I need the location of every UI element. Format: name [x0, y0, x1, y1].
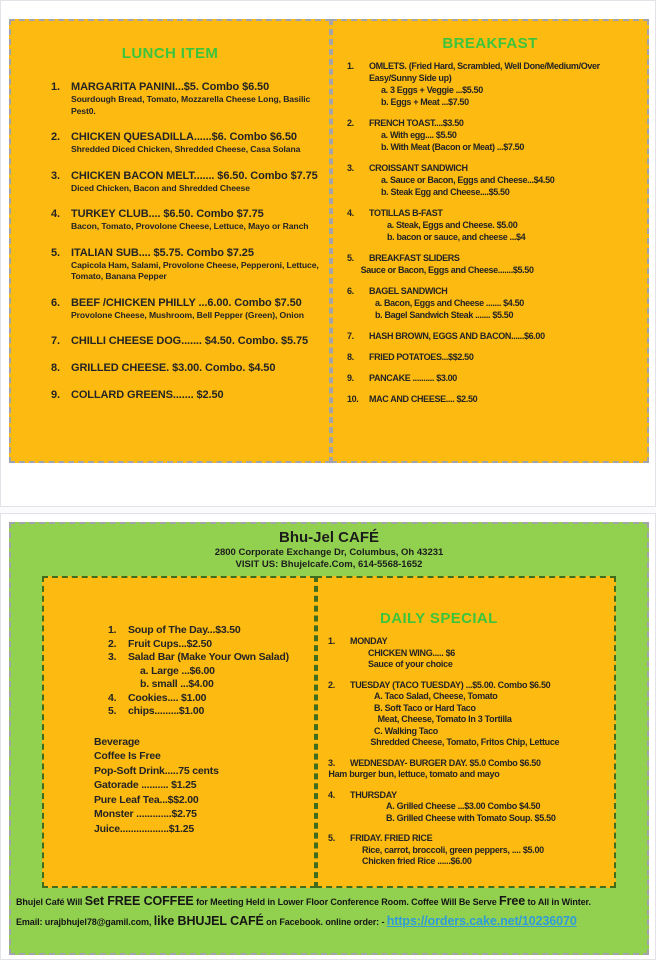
item-detail-line: Bacon, Tomato, Provolone Cheese, Lettuce, Mayo or Ranch [71, 221, 309, 231]
breakfast-title: BREAKFAST [442, 35, 538, 52]
item-name: FRIED POTATOES...$$2.50 [369, 352, 474, 362]
item-name: MONDAY [350, 636, 388, 646]
cafe-name: Bhu-Jel CAFÉ [278, 529, 379, 546]
daily-special-title: DAILY SPECIAL [380, 610, 498, 627]
menu-item [347, 207, 642, 243]
item-name: CHICKEN QUESADILLA......$6. Combo $6.50 [71, 131, 297, 143]
item-detail-line: b. Eggs + Meat ...$7.50 [381, 97, 469, 107]
menu-item [51, 361, 321, 375]
menu-item [108, 692, 308, 706]
menu-item [51, 296, 321, 322]
menu-item-row [51, 80, 321, 94]
item-name: BAGEL SANDWICH [369, 286, 448, 296]
item-detail-line: A. Grilled Cheese ...$3.00 Combo $4.50 [386, 801, 541, 811]
menu-item [51, 130, 321, 156]
item-detail-line: Diced Chicken, Bacon and Shredded Cheese [71, 182, 250, 193]
item-detail-line: Sauce of your choice [368, 659, 453, 669]
item-detail-line: b. Bagel Sandwich Steak ....... $5.50 [375, 310, 514, 320]
beverage-line: Beverage [94, 735, 140, 748]
item-detail-line: b. bacon or sauce, and cheese ...$4 [387, 232, 526, 242]
menu-item [108, 638, 308, 652]
menu-item-row [108, 705, 308, 719]
item-name: FRIDAY. FRIED RICE [350, 833, 433, 843]
menu-item-row [108, 624, 308, 638]
item-number: 9. [347, 373, 354, 383]
breakfast-panel [331, 19, 649, 463]
item-detail-line: a. Steak, Eggs and Cheese. $5.00 [387, 220, 518, 230]
item-name: Salad Bar (Make Your Own Salad) [128, 651, 289, 663]
menu-item [51, 388, 321, 402]
item-number: 7. [347, 331, 354, 341]
menu-item-row [347, 162, 642, 174]
item-number: 8. [51, 362, 60, 374]
item-name: Fruit Cups...$2.50 [128, 637, 212, 650]
item-detail-line: C. Walking Taco [374, 725, 439, 736]
item-name: CROISSANT SANDWICH [369, 163, 468, 173]
item-detail-line: Rice, carrot, broccoli, green peppers, .... $5.00 [362, 844, 544, 855]
online-order-link[interactable]: https://orders.cake.net/10236070 [386, 914, 577, 928]
item-number: 10. [347, 394, 359, 404]
menu-item-row [51, 388, 321, 402]
item-detail-line: a. Bacon, Eggs and Cheese ....... $4.50 [375, 298, 524, 308]
menu-item-row [347, 207, 642, 219]
item-number: 5. [51, 246, 60, 259]
beverage-line: Pop-Soft Drink.....75 cents [94, 764, 219, 777]
item-detail-line: a. 3 Eggs + Veggie ...$5.50 [381, 85, 483, 95]
menu-item [108, 705, 308, 719]
menu-item-row [108, 692, 308, 706]
menu-item [347, 162, 642, 198]
menu-item-row [51, 207, 321, 221]
item-name: WEDNESDAY- BURGER DAY. $5.0 Combo $6.50 [350, 757, 541, 768]
item-name: CHICKEN BACON MELT....... $6.50. Combo $7.75 [71, 169, 318, 182]
item-detail-line: Provolone Cheese, Mushroom, Bell Pepper (Green), Onion [71, 309, 304, 320]
beverage-list [94, 735, 308, 837]
footer-text-run: Free [499, 894, 526, 908]
item-number: 4. [51, 208, 60, 220]
menu-item-row [347, 252, 642, 264]
footer-coffee-note [16, 892, 644, 912]
menu-item-row [347, 60, 642, 84]
beverage-line: Pure Leaf Tea...$$2.00 [94, 793, 199, 806]
item-detail-line: A. Taco Salad, Cheese, Tomato [374, 691, 498, 701]
item-name: Cookies.... $1.00 [128, 691, 207, 704]
item-detail-line: B. Grilled Cheese with Tomato Soup. $5.50 [386, 812, 556, 823]
footer-contact-note [16, 912, 644, 932]
item-number: 7. [51, 335, 60, 347]
daily-special-list [328, 636, 610, 868]
item-number: 5. [347, 253, 354, 263]
menu-item [108, 624, 308, 638]
item-name: chips.........$1.00 [128, 705, 205, 717]
item-detail-line: Shredded Diced Chicken, Shredded Cheese, Casa Solana [71, 144, 301, 154]
footer-text-run: like BHUJEL CAFÉ [153, 914, 264, 928]
menu-item [347, 252, 642, 276]
item-number: 9. [51, 389, 60, 401]
beverage-line: Gatorade .......... $1.25 [94, 779, 197, 791]
breakfast-item-list [347, 60, 642, 405]
item-detail-line: a. With egg.... $5.50 [381, 130, 457, 140]
item-name: CHILLI CHEESE DOG....... $4.50. Combo. $5.75 [71, 335, 309, 347]
sides-panel [42, 576, 316, 888]
menu-item-row [51, 246, 321, 260]
item-number: 1. [328, 636, 335, 646]
menu-item-row [328, 758, 610, 770]
item-name: BEEF /CHICKEN PHILLY ...6.00. Combo $7.50 [71, 296, 302, 309]
lunch-title: LUNCH ITEM [121, 45, 219, 62]
item-number: 1. [108, 624, 117, 636]
footer-text-run: Email: urajbhujel78@gamil.com, [16, 917, 154, 927]
menu-item [51, 169, 321, 195]
item-number: 3. [108, 651, 117, 663]
footer-text-run: for Meeting Held in Lower Floor Conference Room. Coffee Will Be Serve [193, 897, 500, 907]
item-name: Soup of The Day...$3.50 [128, 624, 241, 636]
item-name: ITALIAN SUB.... $5.75. Combo $7.25 [71, 246, 254, 259]
item-name: MAC AND CHEESE.... $2.50 [369, 394, 478, 404]
daily-special-panel [316, 576, 616, 888]
menu-item [328, 833, 610, 868]
item-detail-line: CHICKEN WING..... $6 [368, 647, 456, 658]
item-number: 4. [347, 208, 354, 218]
menu-item [347, 351, 642, 363]
item-name: FRENCH TOAST....$3.50 [369, 118, 464, 128]
item-detail-line: Shredded Cheese, Tomato, Fritos Chip, Lettuce [370, 737, 560, 747]
beverage-line: Juice..................$1.25 [94, 822, 195, 835]
menu-item [328, 758, 610, 781]
item-detail-line: Sauce or Bacon, Eggs and Cheese.......$5.50 [360, 265, 534, 275]
menu-item [108, 651, 308, 692]
menu-item [328, 790, 610, 825]
menu-item-row [51, 296, 321, 310]
item-detail-line: Sourdough Bread, Tomato, Mozzarella Cheese Long, Basilic Pest0. [71, 94, 311, 116]
menu-item-row [51, 334, 321, 348]
cafe-info-area [9, 522, 649, 955]
item-number: 5. [328, 833, 335, 843]
item-number: 1. [347, 61, 354, 71]
sides-item-list [108, 624, 308, 719]
item-name: PANCAKE .......... $3.00 [369, 373, 457, 383]
item-name: TURKEY CLUB.... $6.50. Combo $7.75 [71, 208, 264, 220]
menu-item-row [108, 638, 308, 652]
menu-item-row [347, 372, 642, 384]
menu-item-row [108, 651, 308, 665]
item-number: 2. [328, 679, 335, 690]
menu-item [51, 80, 321, 117]
lunch-item-list [51, 80, 321, 402]
cafe-address: 2800 Corporate Exchange Dr, Columbus, Oh 43231 [214, 547, 444, 558]
cafe-visit-info: VISIT US: Bhujelcafe.Com, 614-5568-1652 [235, 559, 423, 570]
menu-item-row [51, 169, 321, 183]
menu-item [328, 680, 610, 749]
item-detail-line: Capicola Ham, Salami, Provolone Cheese, Pepperoni, Lettuce, Tomato, Banana Pepper [71, 259, 319, 281]
menu-page-bottom [0, 513, 656, 960]
item-number: 2. [108, 637, 117, 650]
menu-item [51, 246, 321, 283]
item-number: 4. [328, 789, 335, 800]
menu-item-row [347, 393, 642, 405]
item-detail-line: b. Steak Egg and Cheese....$5.50 [381, 187, 510, 197]
item-number: 8. [347, 352, 354, 362]
item-name: COLLARD GREENS....... $2.50 [71, 389, 224, 401]
menu-item [328, 636, 610, 671]
item-number: 6. [51, 296, 60, 309]
item-number: 5. [108, 705, 117, 717]
menu-item [347, 372, 642, 384]
item-number: 3. [347, 163, 354, 173]
item-detail-line: a. Sauce or Bacon, Eggs and Cheese...$4.50 [381, 175, 555, 185]
item-detail-line: b. With Meat (Bacon or Meat) ...$7.50 [381, 142, 524, 152]
item-name: HASH BROWN, EGGS AND BACON......$6.00 [369, 331, 545, 341]
menu-item-row [328, 833, 610, 845]
menu-item-row [328, 680, 610, 692]
item-name: BREAKFAST SLIDERS [369, 253, 460, 263]
item-number: 2. [347, 118, 354, 128]
cafe-header [11, 524, 647, 570]
menu-item-row [347, 285, 642, 297]
menu-item-row [328, 636, 610, 648]
menu-item-row [51, 361, 321, 375]
footer-text-run: on Facebook. online order: - [263, 917, 387, 927]
item-name: TOTILLAS B-FAST [369, 208, 443, 218]
menu-item-row [347, 330, 642, 342]
item-detail-line: b. small ...$4.00 [140, 678, 214, 690]
menu-item [347, 330, 642, 342]
item-number: 1. [51, 81, 60, 93]
item-name: MARGARITA PANINI...$5. Combo $6.50 [71, 81, 270, 93]
menu-item-row [347, 117, 642, 129]
item-name: GRILLED CHEESE. $3.00. Combo. $4.50 [71, 362, 276, 374]
item-number: 6. [347, 286, 354, 296]
lunch-panel [9, 19, 331, 463]
menu-item [51, 207, 321, 233]
beverage-line: Monster .............$2.75 [94, 808, 197, 820]
menu-item-row [51, 130, 321, 144]
item-number: 3. [328, 757, 335, 768]
item-name: OMLETS. (Fried Hard, Scrambled, Well Done/Medium/Over Easy/Sunny Side up) [369, 61, 600, 83]
item-detail-line: B. Soft Taco or Hard Taco [374, 702, 476, 713]
menu-item [347, 60, 642, 108]
menu-item [347, 393, 642, 405]
item-name: TUESDAY (TACO TUESDAY) ...$5.00. Combo $6.50 [350, 679, 551, 690]
item-number: 4. [108, 691, 117, 704]
item-detail-line: a. Large ...$6.00 [140, 664, 215, 677]
menu-item [347, 285, 642, 321]
menu-item-row [347, 351, 642, 363]
beverage-line: Coffee Is Free [94, 750, 161, 762]
menu-item [51, 334, 321, 348]
menu-item-row [328, 790, 610, 802]
menu-item [347, 117, 642, 153]
footer-text-run: Bhujel Café Will [16, 897, 85, 907]
item-number: 3. [51, 169, 60, 182]
footer-text-run: to All in Winter. [525, 897, 591, 907]
item-detail-line: Ham burger bun, lettuce, tomato and mayo [328, 769, 500, 779]
item-number: 2. [51, 131, 60, 143]
item-detail-line: Chicken fried Rice ......$6.00 [362, 856, 472, 866]
footer-notes [16, 892, 644, 932]
item-detail-line: Meat, Cheese, Tomato In 3 Tortilla [377, 714, 512, 724]
item-name: THURSDAY [350, 789, 397, 800]
footer-text-run: Set FREE COFFEE [84, 894, 194, 908]
